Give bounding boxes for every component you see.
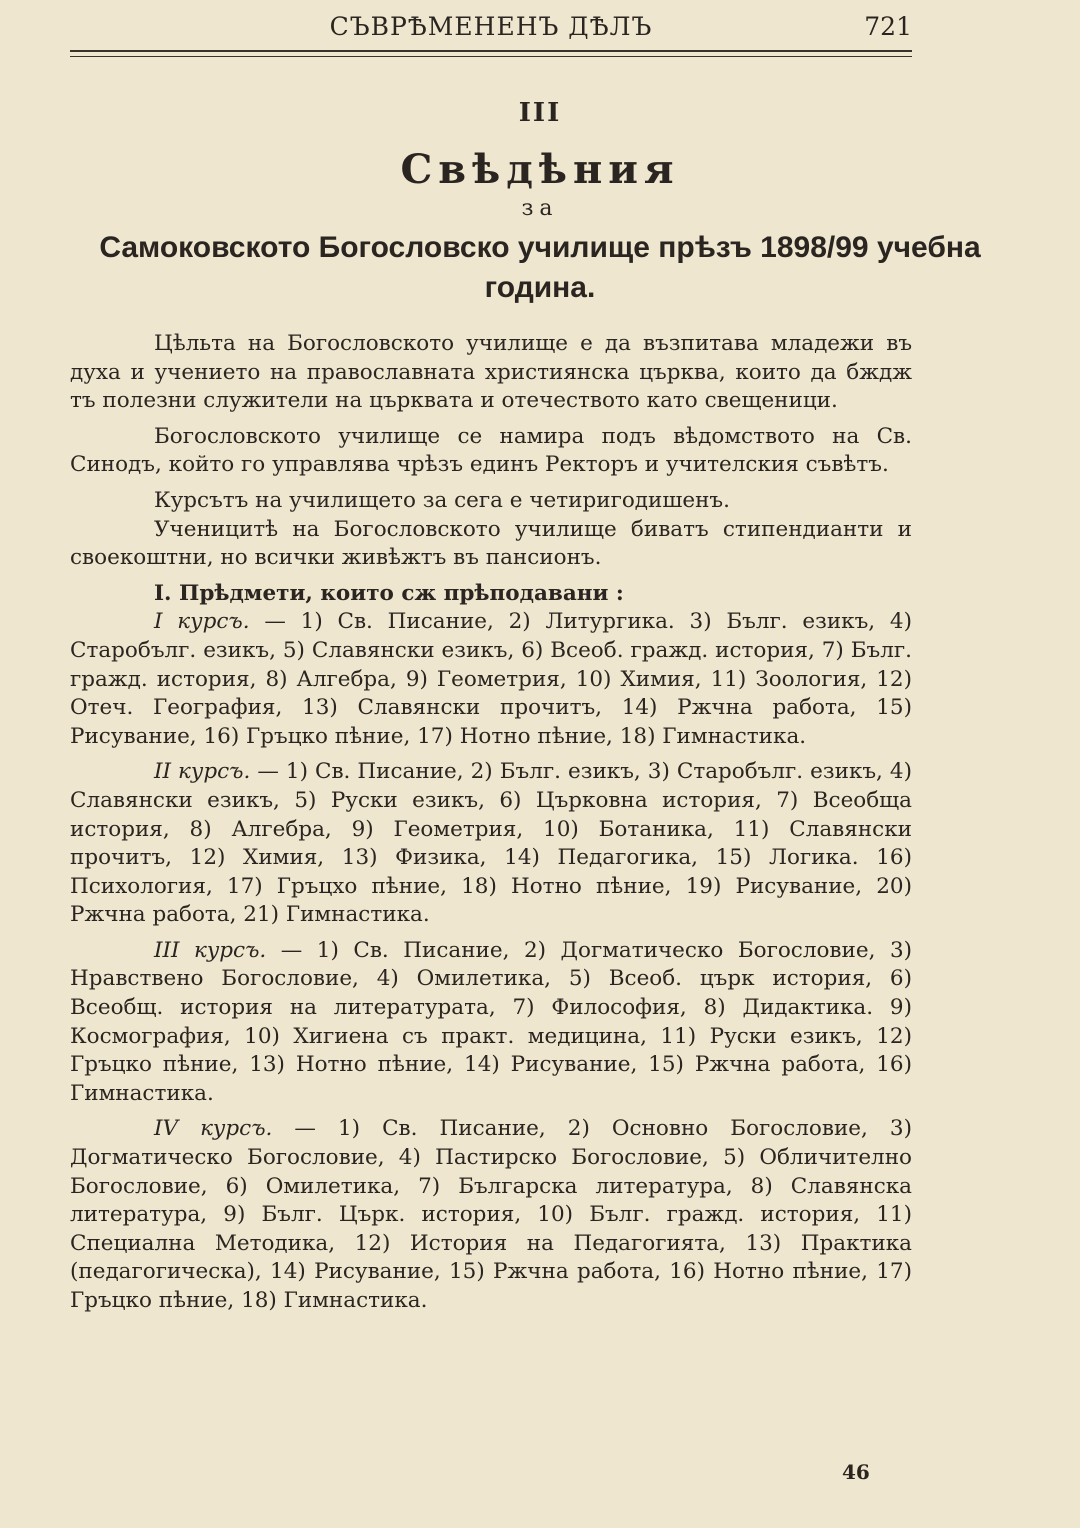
course-paragraph: [70, 758, 912, 930]
course-paragraph: [70, 608, 912, 751]
title-connector: за: [521, 196, 559, 221]
paragraph: Ученицитѣ на Богословското училище биватъ стипендианти и своекоштни, но всички живѣжтъ въ пансионъ.: [70, 516, 912, 571]
running-header: [70, 8, 912, 48]
course-label: I курсъ.: [154, 609, 250, 635]
running-title: СЪВРѢМЕНЕНЪ ДѢЛЪ: [329, 12, 653, 41]
course-text: — 1) Св. Писание, 2) Догматическо Богословие, 3) Нравствено Богословие, 4) Омилетика, 5) Всеоб. църк история, 6) Всеобщ. история на литературата, 7) Философия, 8) Дидактика. 9) Космография, 10) Хигиена съ практ. медицина, 11) Руски езикъ, 12) Гръцко пѣние, 13) Нотно пѣние, 14) Рисувание, 15) Ржчна работа, 16) Гимнастика.: [70, 937, 913, 1106]
subjects-heading: I. Прѣдмети, които сж прѣподавани :: [154, 580, 624, 606]
course-label: II курсъ.: [154, 759, 251, 785]
paragraph: Цѣльта на Богословското училище е да възпитава младежи въ духа и учението на православната християнска църква, които да бждж​тъ полезни служители на църквата и отечеството като свещеници.: [70, 331, 912, 414]
section-number: III: [518, 98, 562, 128]
page-title: Свѣдѣния: [400, 146, 680, 193]
course-label: III курсъ.: [154, 937, 267, 963]
course-paragraph: [70, 1115, 912, 1315]
course-label: IV курсъ.: [154, 1116, 273, 1142]
course-text: — 1) Св. Писание, 2) Литургика. 3) Бълг. езикъ, 4) Старобълг. езикъ, 5) Славянски езикъ, 6) Всеоб. гражд. история, 7) Бълг. гражд. история, 8) Алгебра, 9) Геометрия, 10) Химия, 11) Зоология, 12) Отеч. География, 13) Славянски прочитъ, 14) Ржчна работа, 15) Рисувание, 16) Гръцко пѣние, 17) Нотно пѣние, 18) Гимнастика.: [70, 609, 912, 749]
page-number: 721: [864, 12, 912, 41]
paragraph: Богословското училище се намира подъ вѣдомството на Св. Синодъ, който го управлява чрѣзъ единъ Ректоръ и учителския съвѣтъ.: [70, 423, 912, 478]
course-paragraph: [70, 937, 912, 1109]
signature-mark: 46: [842, 1460, 870, 1484]
subtitle: Самоковското Богословско училище прѣзъ 1898/99 учебна година.: [99, 231, 981, 304]
header-rule: [70, 50, 912, 57]
course-text: — 1) Св. Писание, 2) Основно Богословие, 3) Догматическо Богословие, 4) Пастирско Богословие, 5) Обличително Богословие, 6) Омилетика, 7) Българска литература, 8) Славянска литература, 9) Бълг. Църк. история, 10) Бълг. гражд. история, 11) Специална Методика, 12) История на Педагогията, 13) Практика (педагогическа), 14) Рисувание, 15) Ржчна работа, 16) Нотно пѣние, 17) Гръцко пѣние, 18) Гимнастика.: [70, 1116, 912, 1313]
course-text: — 1) Св. Писание, 2) Бълг. езикъ, 3) Старобълг. езикъ, 4) Славянски езикъ, 5) Руски езикъ, 6) Църковна история, 7) Всеобща история, 8) Алгебра, 9) Геометрия, 10) Ботаника, 11) Славянски прочитъ, 12) Химия, 13) Физика, 14) Педагогика, 15) Логика. 16) Психология, 17) Гръцхо пѣние, 18) Нотно пѣние, 19) Рисувание, 20) Ржчна работа, 21) Гимнастика.: [70, 759, 912, 928]
body-text: [70, 330, 912, 1316]
paragraph: Курсътъ на училището за сега е четиригодишенъ.: [154, 487, 730, 513]
